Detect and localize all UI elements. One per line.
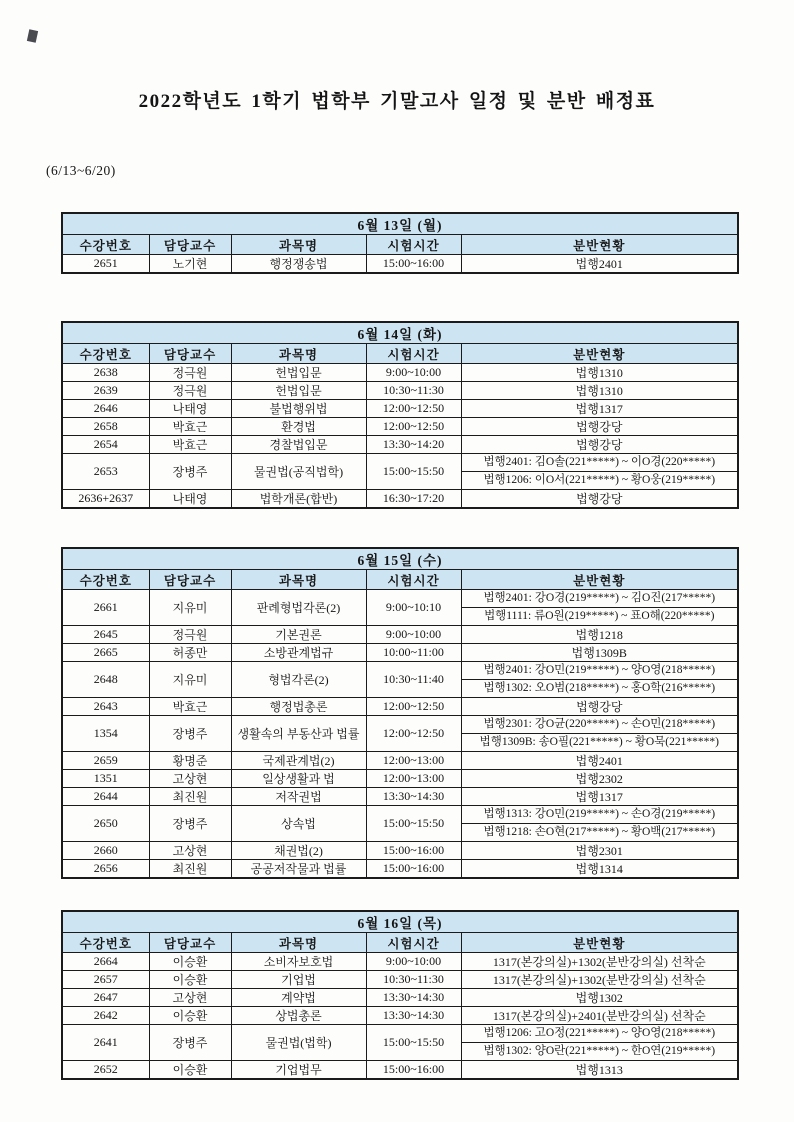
exam-time: 9:00~10:00 (366, 626, 461, 644)
subject-name: 기업법 (231, 971, 366, 989)
course-number: 2638 (62, 364, 149, 382)
subject-name: 법학개론(합반) (231, 490, 366, 509)
section-line: 법행2301: 강O균(220*****) ~ 손O민(218*****) (462, 716, 738, 734)
section-assignment: 법행2401 (461, 752, 738, 770)
subject-name: 소비자보호법 (231, 953, 366, 971)
section-assignment: 법행2401 (461, 255, 738, 274)
column-header: 분반현황 (461, 235, 738, 255)
section-line: 법행1206: 고O정(221*****) ~ 양O영(218*****) (462, 1025, 738, 1043)
table-row (62, 752, 738, 770)
section-assignment: 법행1310 (461, 382, 738, 400)
column-header: 분반현황 (461, 344, 738, 364)
exam-tables (61, 212, 737, 1080)
section-assignment: 법행강당 (461, 490, 738, 509)
exam-table-day-4 (61, 910, 739, 1080)
professor-name: 허종만 (149, 644, 231, 662)
section-assignment: 법행2301 (461, 842, 738, 860)
professor-name: 지유미 (149, 662, 231, 698)
professor-name: 황명준 (149, 752, 231, 770)
table-row (62, 454, 738, 490)
day-title: 6월 15일 (수) (62, 548, 738, 570)
section-assignment: 법행1302 (461, 989, 738, 1007)
section-assignment (461, 662, 738, 698)
course-number: 2642 (62, 1007, 149, 1025)
section-assignment: 법행1218 (461, 626, 738, 644)
course-number: 2645 (62, 626, 149, 644)
exam-time: 9:00~10:00 (366, 364, 461, 382)
subject-name: 소방관계법규 (231, 644, 366, 662)
exam-table-day-1 (61, 212, 739, 274)
table-row (62, 418, 738, 436)
exam-time: 15:00~16:00 (366, 1061, 461, 1080)
exam-table-day-3 (61, 547, 739, 879)
column-header: 수강번호 (62, 235, 149, 255)
table-row (62, 436, 738, 454)
course-number: 2657 (62, 971, 149, 989)
section-assignment (461, 1025, 738, 1061)
exam-time: 12:00~12:50 (366, 400, 461, 418)
professor-name: 최진원 (149, 860, 231, 879)
section-assignment (461, 590, 738, 626)
course-number: 2659 (62, 752, 149, 770)
subject-name: 상법총론 (231, 1007, 366, 1025)
section-assignment (461, 716, 738, 752)
subject-name: 불법행위법 (231, 400, 366, 418)
table-row (62, 770, 738, 788)
section-line: 법행2401: 김O솔(221*****) ~ 이O경(220*****) (462, 454, 738, 472)
column-header: 시험시간 (366, 344, 461, 364)
column-header: 수강번호 (62, 344, 149, 364)
professor-name: 정극원 (149, 364, 231, 382)
table-row (62, 626, 738, 644)
table-row (62, 590, 738, 626)
subject-name: 헌법입문 (231, 382, 366, 400)
professor-name: 박효근 (149, 698, 231, 716)
section-line: 법행1313: 강O민(219*****) ~ 손O경(219*****) (462, 806, 738, 824)
professor-name: 노기현 (149, 255, 231, 274)
section-line: 법행2401: 강O민(219*****) ~ 양O영(218*****) (462, 662, 738, 680)
exam-table-day-2 (61, 321, 739, 509)
course-number: 2652 (62, 1061, 149, 1080)
course-number: 2664 (62, 953, 149, 971)
section-line: 법행1302: 오O범(218*****) ~ 홍O학(216*****) (483, 682, 716, 694)
page-title: 2022학년도 1학기 법학부 기말고사 일정 및 분반 배정표 (138, 91, 656, 112)
section-assignment: 1317(본강의실)+1302(분반강의실) 선착순 (461, 971, 738, 989)
table-row (62, 989, 738, 1007)
table-row (62, 971, 738, 989)
column-header-row (62, 570, 738, 590)
column-header: 담당교수 (149, 933, 231, 953)
course-number: 2660 (62, 842, 149, 860)
table-row (62, 953, 738, 971)
section-assignment: 1317(본강의실)+1302(분반강의실) 선착순 (461, 953, 738, 971)
table-row (62, 1025, 738, 1061)
subject-name: 기본권론 (231, 626, 366, 644)
section-assignment: 1317(본강의실)+2401(분반강의실) 선착순 (461, 1007, 738, 1025)
exam-time: 9:00~10:10 (366, 590, 461, 626)
course-number: 2658 (62, 418, 149, 436)
exam-time: 12:00~12:50 (366, 716, 461, 752)
column-header-row (62, 344, 738, 364)
professor-name: 장병주 (149, 454, 231, 490)
exam-time: 12:00~13:00 (366, 752, 461, 770)
course-number: 2665 (62, 644, 149, 662)
course-number: 1351 (62, 770, 149, 788)
table-row (62, 788, 738, 806)
course-number: 2648 (62, 662, 149, 698)
table-row (62, 400, 738, 418)
subject-name: 형법각론(2) (231, 662, 366, 698)
column-header: 과목명 (231, 235, 366, 255)
course-number: 1354 (62, 716, 149, 752)
subject-name: 판례형법각론(2) (231, 590, 366, 626)
section-line: 법행1111: 류O원(219*****) ~ 표O해(220*****) (484, 610, 715, 622)
exam-time: 12:00~12:50 (366, 418, 461, 436)
subject-name: 환경법 (231, 418, 366, 436)
column-header: 분반현황 (461, 933, 738, 953)
exam-time: 12:00~12:50 (366, 698, 461, 716)
subject-name: 공공저작물과 법률 (231, 860, 366, 879)
course-number: 2643 (62, 698, 149, 716)
section-line: 법행1206: 이O서(221*****) ~ 황O웅(219*****) (483, 474, 716, 486)
exam-time: 12:00~13:00 (366, 770, 461, 788)
column-header: 담당교수 (149, 344, 231, 364)
exam-time: 16:30~17:20 (366, 490, 461, 509)
section-assignment: 법행1313 (461, 1061, 738, 1080)
course-number: 2661 (62, 590, 149, 626)
professor-name: 나태영 (149, 400, 231, 418)
subject-name: 경찰법입문 (231, 436, 366, 454)
exam-time: 15:00~16:00 (366, 860, 461, 879)
professor-name: 박효근 (149, 436, 231, 454)
subject-name: 계약법 (231, 989, 366, 1007)
course-number: 2636+2637 (62, 490, 149, 509)
exam-time: 13:30~14:30 (366, 1007, 461, 1025)
subject-name: 저작권법 (231, 788, 366, 806)
exam-time: 10:30~11:30 (366, 382, 461, 400)
table-row (62, 806, 738, 842)
day-title: 6월 16일 (목) (62, 911, 738, 933)
exam-time: 13:30~14:20 (366, 436, 461, 454)
course-number: 2650 (62, 806, 149, 842)
section-assignment (461, 454, 738, 490)
table-row (62, 860, 738, 879)
subject-name: 행정쟁송법 (231, 255, 366, 274)
course-number: 2651 (62, 255, 149, 274)
exam-time: 10:00~11:00 (366, 644, 461, 662)
professor-name: 박효근 (149, 418, 231, 436)
section-assignment: 법행강당 (461, 436, 738, 454)
day-title: 6월 13일 (월) (62, 213, 738, 235)
course-number: 2654 (62, 436, 149, 454)
exam-time: 15:00~15:50 (366, 1025, 461, 1061)
section-line: 법행1309B: 송O필(221*****) ~ 황O묵(221*****) (479, 736, 719, 748)
column-header: 과목명 (231, 570, 366, 590)
section-line: 법행1218: 손O현(217*****) ~ 황O백(217*****) (483, 826, 716, 838)
professor-name: 고상현 (149, 770, 231, 788)
table-row (62, 716, 738, 752)
professor-name: 이승환 (149, 971, 231, 989)
professor-name: 고상현 (149, 842, 231, 860)
subject-name: 상속법 (231, 806, 366, 842)
course-number: 2644 (62, 788, 149, 806)
subject-name: 물권법(법학) (231, 1025, 366, 1061)
subject-name: 채권법(2) (231, 842, 366, 860)
table-row (62, 662, 738, 698)
section-assignment (461, 806, 738, 842)
table-row (62, 364, 738, 382)
day-title: 6월 14일 (화) (62, 322, 738, 344)
column-header: 시험시간 (366, 933, 461, 953)
column-header: 담당교수 (149, 235, 231, 255)
table-row (62, 490, 738, 509)
exam-time: 10:30~11:30 (366, 971, 461, 989)
subject-name: 생활속의 부동산과 법률 (231, 716, 366, 752)
subject-name: 기업법무 (231, 1061, 366, 1080)
column-header: 시험시간 (366, 235, 461, 255)
section-line: 법행2401: 강O경(219*****) ~ 김O진(217*****) (462, 590, 738, 608)
professor-name: 정극원 (149, 382, 231, 400)
table-row (62, 842, 738, 860)
professor-name: 정극원 (149, 626, 231, 644)
column-header: 분반현황 (461, 570, 738, 590)
professor-name: 장병주 (149, 716, 231, 752)
professor-name: 고상현 (149, 989, 231, 1007)
section-assignment: 법행1317 (461, 788, 738, 806)
subject-name: 물권법(공직법학) (231, 454, 366, 490)
table-row (62, 255, 738, 274)
section-assignment: 법행1310 (461, 364, 738, 382)
subject-name: 국제관계법(2) (231, 752, 366, 770)
column-header-row (62, 933, 738, 953)
column-header: 수강번호 (62, 570, 149, 590)
course-number: 2653 (62, 454, 149, 490)
table-row (62, 644, 738, 662)
column-header: 수강번호 (62, 933, 149, 953)
course-number: 2641 (62, 1025, 149, 1061)
exam-time: 15:00~16:00 (366, 255, 461, 274)
exam-time: 13:30~14:30 (366, 989, 461, 1007)
table-row (62, 1007, 738, 1025)
section-assignment: 법행2302 (461, 770, 738, 788)
professor-name: 최진원 (149, 788, 231, 806)
course-number: 2646 (62, 400, 149, 418)
column-header-row (62, 235, 738, 255)
column-header: 과목명 (231, 933, 366, 953)
professor-name: 나태영 (149, 490, 231, 509)
subject-name: 행정법총론 (231, 698, 366, 716)
exam-time: 13:30~14:30 (366, 788, 461, 806)
section-assignment: 법행강당 (461, 698, 738, 716)
section-assignment: 법행강당 (461, 418, 738, 436)
column-header: 시험시간 (366, 570, 461, 590)
section-assignment: 법행1309B (461, 644, 738, 662)
professor-name: 이승환 (149, 1061, 231, 1080)
exam-time: 15:00~16:00 (366, 842, 461, 860)
table-row (62, 698, 738, 716)
exam-time: 15:00~15:50 (366, 454, 461, 490)
professor-name: 지유미 (149, 590, 231, 626)
section-assignment: 법행1317 (461, 400, 738, 418)
section-line: 법행1302: 양O란(221*****) ~ 한O연(219*****) (483, 1045, 716, 1057)
course-number: 2647 (62, 989, 149, 1007)
professor-name: 이승환 (149, 1007, 231, 1025)
table-row (62, 382, 738, 400)
course-number: 2656 (62, 860, 149, 879)
column-header: 담당교수 (149, 570, 231, 590)
subject-name: 헌법입문 (231, 364, 366, 382)
subject-name: 일상생활과 법 (231, 770, 366, 788)
exam-time: 9:00~10:00 (366, 953, 461, 971)
professor-name: 장병주 (149, 806, 231, 842)
professor-name: 이승환 (149, 953, 231, 971)
table-row (62, 1061, 738, 1080)
date-range-label: (6/13~6/20) (46, 163, 116, 178)
course-number: 2639 (62, 382, 149, 400)
exam-time: 10:30~11:40 (366, 662, 461, 698)
section-assignment: 법행1314 (461, 860, 738, 879)
column-header: 과목명 (231, 344, 366, 364)
professor-name: 장병주 (149, 1025, 231, 1061)
exam-time: 15:00~15:50 (366, 806, 461, 842)
